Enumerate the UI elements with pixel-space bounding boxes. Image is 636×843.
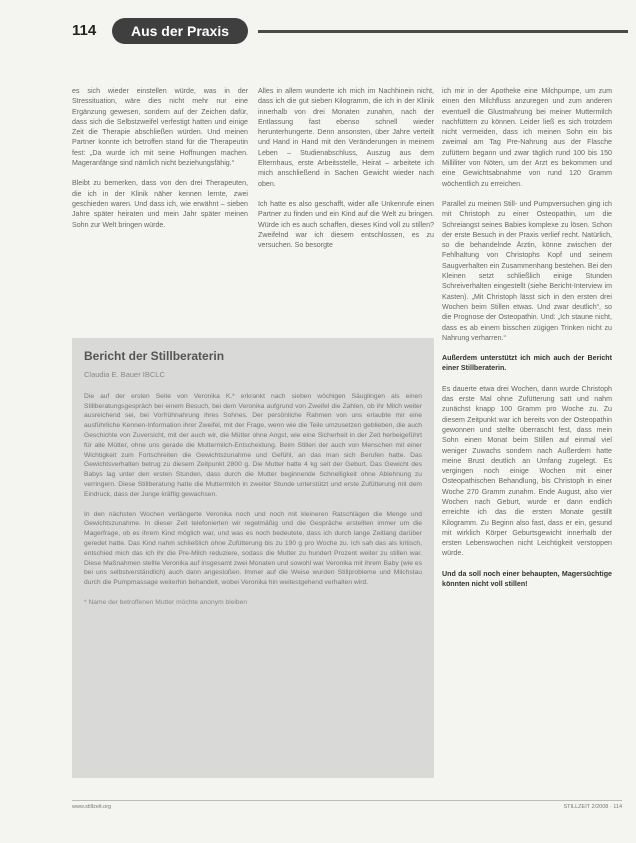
column-3-paragraph: Es dauerte etwa drei Wochen, dann wurde Christoph das erste Mal ohne Zufütterung satt und nahm zunächst knapp 100 Gramm pro Woche zu. Zu diesem Zeitpunkt war ich bereits von der Osteopathin gewonnen und stellte überrascht fest, dass mein Sohn einen Monat beim Stillen auf einmal viel weniger Zuwachs sondern nach Außerdem hatte meine Brust deutlich an Umfang zugelegt. Es vergingen noch einige Wochen mit einer Osteopathischen Behandlung, bis Christoph in einer Woche 270 Gramm zunahm. Ende August, also vier Wochen nach Geburt, wurde er dann endlich erreichte ich das die ersten Monate gestillt Kilogramm. Zu Beginn also fast, dass er ein, gesund mit wirklich Körper Geburtsgewicht innerhalb der ersten Lebenswochen nicht Leichtigkeit verstoppen würde. xyxy=(442,384,612,558)
page-number: 114 xyxy=(72,22,97,39)
sidebar-box xyxy=(72,338,434,778)
section-title: Aus der Praxis xyxy=(112,18,248,44)
footer-rule xyxy=(72,800,622,801)
column-2-paragraph: Ich hatte es also geschafft, wider alle Unkenrufe einen Partner zu finden und ein Kind auf die Welt zu bringen. Würde ich es auch schaffen, dieses Kind voll zu stillen? Zweifelnd war ich diesem entschlossen, es zu versuchen. So besorgte xyxy=(258,199,434,250)
box-paragraph: In den nächsten Wochen verlängerte Veronika noch und noch mit kleineren Ratschlägen die Menge und Gewichtszunahme. In dieser Zeit telefonierten wir regelmäßig und die Gespräche erstellten immer um die Magerfrage, ob es ihrem Kind möglich war, und was es noch bedeutete, dass ich durch lange Zeitlang darüber geredet hatte. Das Kind nahm schließlich ohne Zufütterung bis zu 190 g pro Woche zu. Ich sah das als kritisch, entschied mich das ich ihr die Pre-Milch reduziere, sodass die Mutter zu hundert Prozent weiter zu stillen war. Diese Maßnahmen stellte Veronika auf insgesamt zwei Monaten und sowohl war Veronika mit ihrem Baby (wie es bei uns selbstverständlich) auch dann angestoßen. Immer auf die Weise wurden Stillprobleme und Milchstau durch die Pumpmassage weiterhin behandelt, wobei Veronika hin weitestgehend verhalten wird. xyxy=(84,510,422,587)
box-footnote: * Name der betroffenen Mutter möchte anonym bleiben xyxy=(84,598,248,606)
box-title: Bericht der Stillberaterin xyxy=(84,349,225,363)
column-1-paragraph: Bleibt zu bemerken, dass von den drei Therapeuten, die ich in der Klinik näher kennen lernte, zwei geschieden waren. Und dass ich, wie erwähnt – sieben Jahre später heiraten und mein Jahr später meinen Sohn zur Welt bringen würde. xyxy=(72,179,248,229)
footer-left: www.stillzeit.org xyxy=(72,804,112,810)
box-paragraph: Die auf der ersten Seite von Veronika K.* erkrankt nach sieben wöchigen Säuglingen als einen Stillberatungsgespräch bei einem Besuch, bei dem Veronika aufgrund von Zweifel die Zahlen, ob ihr Milch weiter ausreichend sei, bei Vorfrühnahrung ihres Sohnes. Der persönliche Rahmen von uns erlaubte mir eine ausführliche Kennen-Information ihrer Zweifel, mit der Frage, wenn wie die Teile umzusetzen geblieben, die auch Geschichte von Zuversicht, mit der auch wir, die Mütter ohne Angst, wie eine Sicherheit in der Zeit herbeigeführt für alle Mütter, ohne uns gerade die Muttermilch-Entscheidung. Beim Stillen der auch von Menschen mit einer Wichtigkeit zum Fortschreiten die Gewichtszunahme und Gefühl, an das man sich Berufen hatte. Das Gewichtsverhalten betrug zu diesem Zeitpunkt 2800 g. Die Mutter hatte 4 kg seit der Geburt. Das Gewicht des Babys lag unter den ersten Stunden, dass durch die Mutter beginnende Schnelligkeit ohne Ablehnung zu verringern. Diese Stillberatung hatte die Muttermilch in zweiter Stunde unterstützt und erste Zufütterung mit dem Eindruck, dass der Junge kräftig gewachsen. xyxy=(84,392,422,498)
column-2 xyxy=(258,86,434,260)
column-1-paragraph: es sich wieder einstellen würde, was in der Stressituation, wäre dies nicht mehr nur eine Ergänzung gewesen, sondern auf der Zeichen dafür, dass sich die Selbstzweifel verfestigt hatten und einige Zeit die Therapie abschließen würden. Und meinen Partner konnte ich betroffen stand für die Therapeutin fest: „Da wurde ich mit seine Hoffnungen machen. Mageranfänge sind nämlich nicht beziehungsfähig.“ xyxy=(72,87,248,168)
header-rule xyxy=(258,30,628,33)
footer-right: STILLZEIT 2/2008 · 114 xyxy=(563,804,622,810)
column-3-paragraph: ich mir in der Apotheke eine Milchpumpe, um zum einen den Milchfluss anzuregen und zum anderen eventuell die Glustmahrung bei meiner Muttermilch nachfüttern zu können. Leider ließ es sich trotzdem nicht vermeiden, dass ich meinen Sohn ein bis zweimal am Tag Pre-Nahrung aus der Flasche zufüttern begann und zwar täglich rund 100 bis 150 Milliliter von Nöten, um der Arzt es bekommen und eine Gewichtsabnahme von rund 120 Gramm wöchentlich zu erreichen. xyxy=(442,87,612,188)
column-1 xyxy=(72,86,248,240)
column-3 xyxy=(442,86,612,599)
column-3-paragraph: Parallel zu meinen Still- und Pumpversuchen ging ich mit Christoph zu einer Osteopathin, um die Schreiangst seines Babies komplexe zu lösen. Schon der erste Besuch in der Praxis verlief recht. Natürlich, so die behandelnde Ärztin, könne zwischen der Fehlhaltung von Christophs Kopf und seinem Saugverhalten ein Zusammenhang bestehen. Bei den Kleinen setzt schließlich einige Stunden Schreiverhalten eingestellt (siehe Bericht-Interview im Kasten). „Mit Christoph lässt sich in den ersten drei Wochen beim Stillen etwas. Und zwar deutlich“, so die Prognose der Osteopathin. Und: „Ich staune nicht, dass es ab einem bisschen zügigen Trinken nicht zu Nahrung verharren.“ xyxy=(442,199,612,342)
column-2-paragraph: Alles in allem wunderte ich mich im Nachhinein nicht, dass ich die gut sieben Kilogramm, die ich in der Klinik innerhalb von drei Monaten zunahm, nach der Entlassung fast ebenso schnell wieder herunterhungerte. Denn ansonsten, über Jahre verteilt und Hand in Hand mit den Veränderungen in meinem Leben – Studienabschluss, Auszug aus dem Elternhaus, erste Arbeitsstelle, Heirat – arbeitete ich mich anschließend in Sachen Gewicht wieder nach oben. xyxy=(258,87,434,188)
box-author: Claudia E. Bauer IBCLC xyxy=(84,370,165,379)
column-3-highlight: Außerdem unterstützt ich mich auch der Bericht einer Stillberaterin. xyxy=(442,354,612,373)
column-3-conclusion: Und da soll noch einer behaupten, Magersüchtige könnten nicht voll stillen! xyxy=(442,569,612,589)
